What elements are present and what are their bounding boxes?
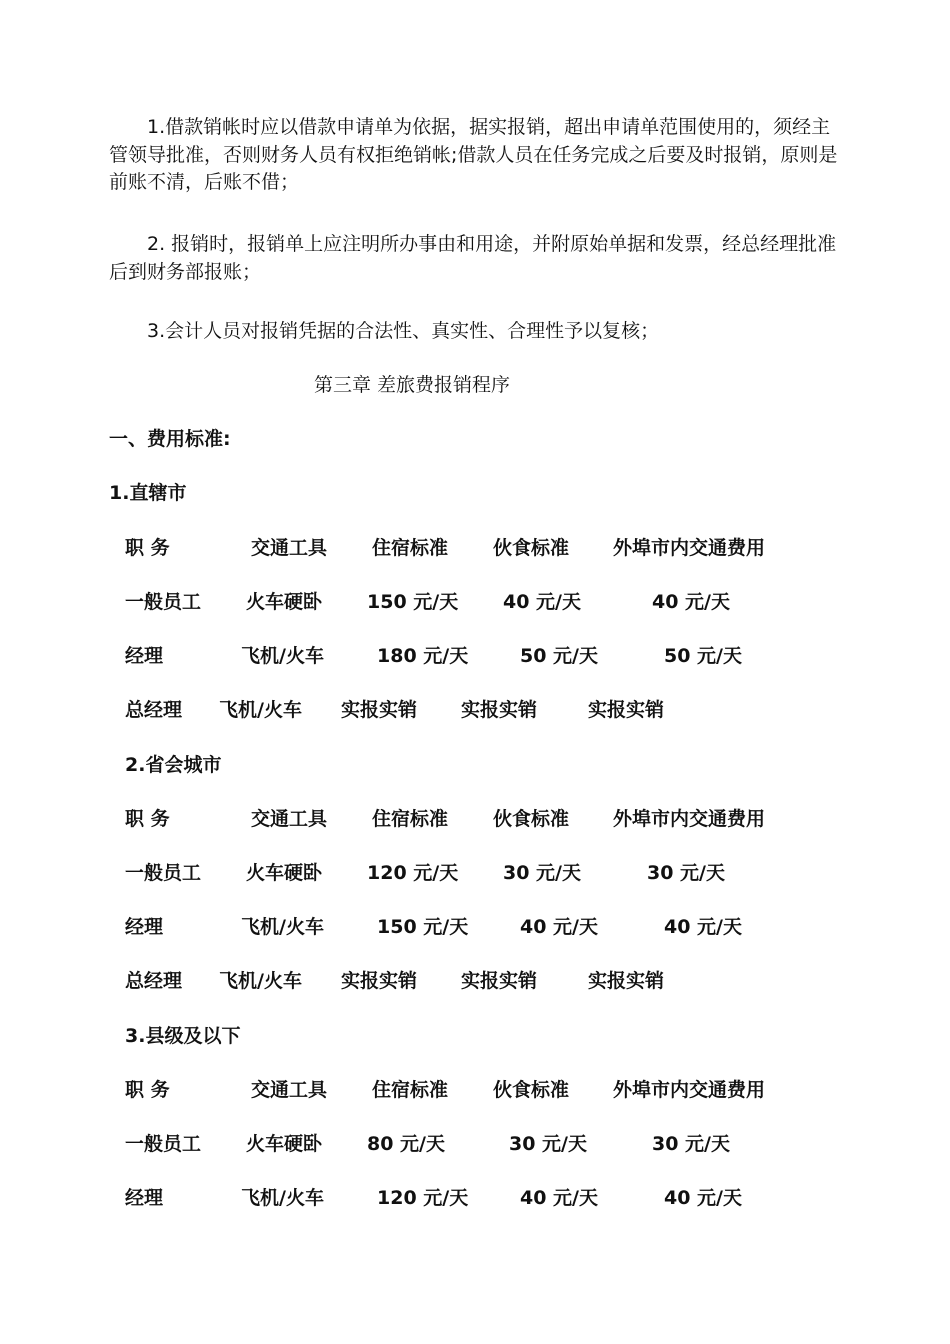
- cell-transport: 火车硬卧: [246, 1133, 323, 1155]
- header-lodging: 住宿标准: [372, 808, 449, 830]
- cell-local-transport: 实报实销: [588, 699, 665, 721]
- paragraph-2: 2. 报销时，报销单上应注明所办事由和用途，并附原始单据和发票，经总经理批准后到财务部报账；: [109, 233, 837, 283]
- cell-local-transport: 40 元/天: [664, 1187, 742, 1209]
- cell-position: 总经理: [125, 970, 183, 992]
- cell-local-transport: 50 元/天: [664, 645, 742, 667]
- cell-meals: 30 元/天: [503, 862, 581, 884]
- table-3-title: 3.县级及以下: [125, 1025, 241, 1047]
- header-transport: 交通工具: [251, 808, 328, 830]
- chapter-title: 第三章 差旅费报销程序: [314, 374, 511, 396]
- header-meals: 伙食标准: [493, 537, 570, 559]
- cell-local-transport: 40 元/天: [664, 916, 742, 938]
- cell-meals: 实报实销: [461, 970, 538, 992]
- cell-lodging: 120 元/天: [367, 862, 459, 884]
- header-position: 职 务: [125, 808, 170, 830]
- cell-meals: 40 元/天: [520, 1187, 598, 1209]
- table-row: [0, 697, 950, 724]
- section-heading: 一、费用标准:: [109, 428, 231, 450]
- cell-transport: 飞机/火车: [241, 645, 324, 667]
- cell-lodging: 180 元/天: [377, 645, 469, 667]
- cell-lodging: 120 元/天: [377, 1187, 469, 1209]
- cell-local-transport: 30 元/天: [652, 1133, 730, 1155]
- table-row: [0, 914, 950, 941]
- cell-position: 一般员工: [125, 862, 202, 884]
- cell-transport: 飞机/火车: [219, 970, 302, 992]
- table-row: [0, 1131, 950, 1158]
- cell-transport: 火车硬卧: [246, 591, 323, 613]
- table-3-header-row: [0, 1077, 950, 1104]
- header-transport: 交通工具: [251, 1079, 328, 1101]
- cell-transport: 飞机/火车: [241, 1187, 324, 1209]
- cell-meals: 40 元/天: [520, 916, 598, 938]
- cell-position: 一般员工: [125, 1133, 202, 1155]
- cell-position: 一般员工: [125, 591, 202, 613]
- header-local-transport: 外埠市内交通费用: [613, 537, 766, 559]
- table-2-title: 2.省会城市: [125, 754, 222, 776]
- header-local-transport: 外埠市内交通费用: [613, 1079, 766, 1101]
- header-transport: 交通工具: [251, 537, 328, 559]
- cell-lodging: 150 元/天: [367, 591, 459, 613]
- cell-meals: 30 元/天: [509, 1133, 587, 1155]
- table-row: [0, 1185, 950, 1212]
- cell-position: 总经理: [125, 699, 183, 721]
- paragraph-1: 1.借款销帐时应以借款申请单为依据，据实报销，超出申请单范围使用的，须经主管领导批准，否则财务人员有权拒绝销帐;借款人员在任务完成之后要及时报销，原则是前账不清，后账不借；: [109, 116, 838, 193]
- header-position: 职 务: [125, 537, 170, 559]
- table-row: [0, 643, 950, 670]
- cell-position: 经理: [125, 916, 164, 938]
- table-row: [0, 589, 950, 616]
- cell-meals: 40 元/天: [503, 591, 581, 613]
- header-meals: 伙食标准: [493, 1079, 570, 1101]
- cell-lodging: 实报实销: [341, 699, 418, 721]
- cell-transport: 飞机/火车: [241, 916, 324, 938]
- header-lodging: 住宿标准: [372, 537, 449, 559]
- header-meals: 伙食标准: [493, 808, 570, 830]
- cell-local-transport: 40 元/天: [652, 591, 730, 613]
- cell-local-transport: 30 元/天: [647, 862, 725, 884]
- table-row: [0, 860, 950, 887]
- cell-meals: 50 元/天: [520, 645, 598, 667]
- table-1-title: 1.直辖市: [109, 482, 187, 504]
- cell-lodging: 实报实销: [341, 970, 418, 992]
- table-2-header-row: [0, 806, 950, 833]
- cell-local-transport: 实报实销: [588, 970, 665, 992]
- header-position: 职 务: [125, 1079, 170, 1101]
- header-local-transport: 外埠市内交通费用: [613, 808, 766, 830]
- table-row: [0, 968, 950, 995]
- table-1-header-row: [0, 535, 950, 562]
- cell-transport: 飞机/火车: [219, 699, 302, 721]
- cell-lodging: 150 元/天: [377, 916, 469, 938]
- cell-lodging: 80 元/天: [367, 1133, 445, 1155]
- paragraph-3: 3.会计人员对报销凭据的合法性、真实性、合理性予以复核；: [147, 320, 660, 342]
- cell-transport: 火车硬卧: [246, 862, 323, 884]
- cell-position: 经理: [125, 1187, 164, 1209]
- header-lodging: 住宿标准: [372, 1079, 449, 1101]
- cell-meals: 实报实销: [461, 699, 538, 721]
- cell-position: 经理: [125, 645, 164, 667]
